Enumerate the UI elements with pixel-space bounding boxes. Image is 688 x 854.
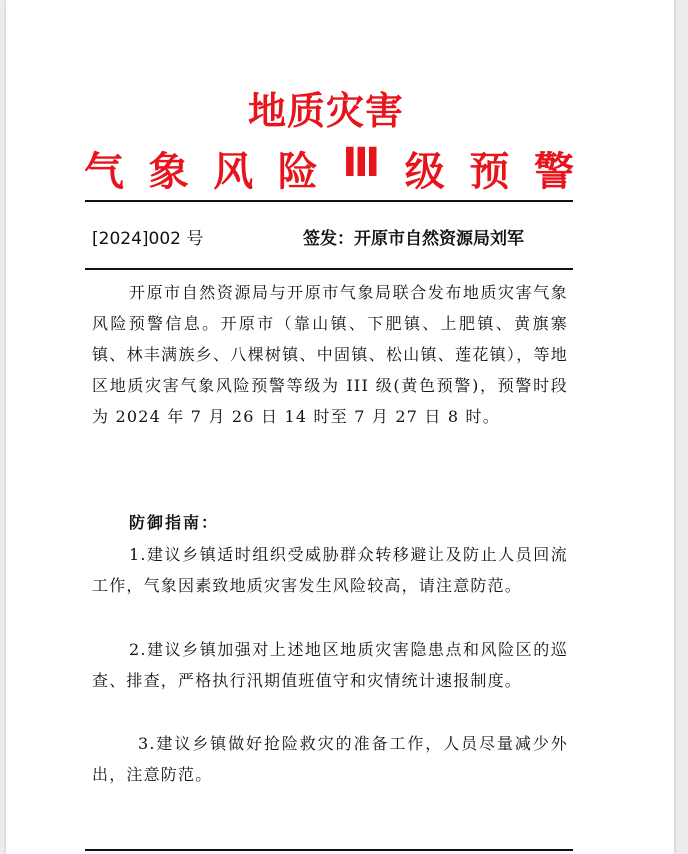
notice-paragraph: 开原市自然资源局与开原市气象局联合发布地质灾害气象风险预警信息。开原市（靠山镇、下肥镇、上肥镇、黄旗寨镇、林丰满族乡、八棵树镇、中固镇、松山镇、莲花镇），等地区地质灾害气象风险预警等级为 III 级(黄色预警)，预警时段为 2024 年 7 月 26 日 14 时至 7 月 27 日 8 时。 bbox=[92, 283, 568, 426]
title-line-1: 地质灾害 bbox=[247, 89, 404, 133]
title-char: Ⅲ bbox=[342, 140, 381, 186]
guide-item-3: 3.建议乡镇做好抢险救灾的准备工作，人员尽量减少外出，注意防范。 bbox=[92, 734, 568, 784]
title-char: 气 bbox=[84, 149, 124, 195]
title-char: 级 bbox=[404, 149, 445, 195]
title-char: 警 bbox=[533, 149, 574, 195]
document-number: [2024]002 号 bbox=[92, 229, 204, 249]
document-page bbox=[6, 0, 674, 854]
title-char: 象 bbox=[148, 149, 189, 195]
title-char: 险 bbox=[277, 149, 318, 195]
signer-line: 签发：开原市自然资源局刘军 bbox=[303, 229, 524, 249]
title-char: 风 bbox=[213, 149, 254, 195]
guide-item-1: 1.建议乡镇适时组织受威胁群众转移避让及防止人员回流工作，气象因素致地质灾害发生风险较高，请注意防范。 bbox=[92, 545, 568, 595]
header-rule-bottom bbox=[85, 268, 573, 270]
title-char: 预 bbox=[469, 149, 510, 195]
guide-item-2: 2.建议乡镇加强对上述地区地质灾害隐患点和风险区的巡查、排查，严格执行汛期值班值守和灾情统计速报制度。 bbox=[92, 640, 568, 690]
guide-title: 防御指南： bbox=[129, 513, 220, 532]
footer-rule bbox=[85, 849, 573, 851]
title-line-2 bbox=[84, 140, 574, 197]
header-rule-top bbox=[85, 200, 573, 202]
